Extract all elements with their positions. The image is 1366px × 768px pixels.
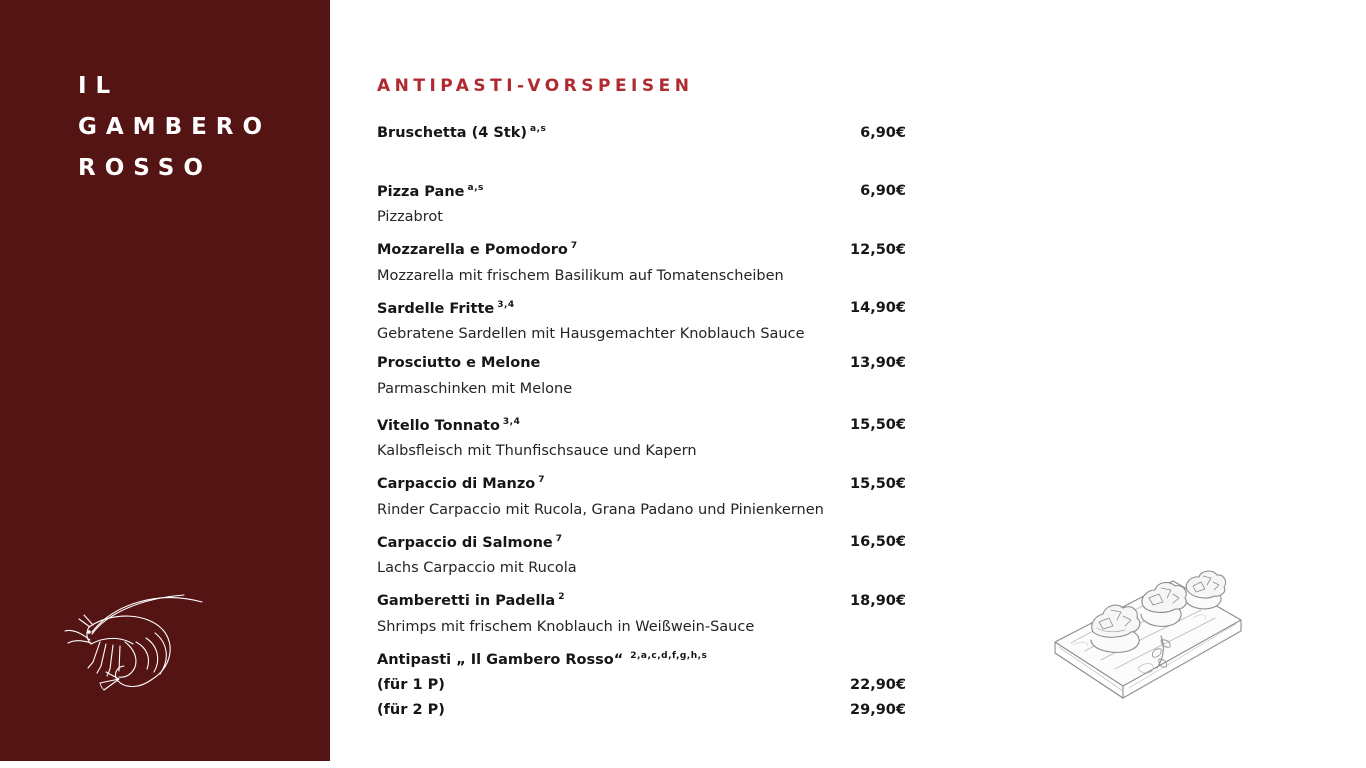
- menu-item: [377, 296, 906, 355]
- menu-item-description: Kalbsfleisch mit Thunfischsauce und Kapern: [377, 443, 697, 460]
- allergen-superscript: 7: [538, 475, 546, 485]
- menu-page: [377, 0, 906, 768]
- menu-item-name: Sardelle Fritte $^{3,4}$: [377, 299, 515, 317]
- menu-item: [377, 588, 906, 647]
- menu-item: [377, 413, 906, 472]
- menu-item-name: Bruschetta (4 Stk) $^{a,s}$: [377, 124, 547, 141]
- menu-item-name: Pizza Pane $^{a,s}$: [377, 182, 484, 200]
- section-heading: ANTIPASTI-VORSPEISEN: [377, 76, 694, 97]
- menu-item-price: 13,90€: [850, 355, 906, 371]
- menu-item-description: Mozzarella mit frischem Basilikum auf Tomatenscheiben: [377, 267, 784, 284]
- brand-title: [78, 66, 271, 189]
- allergen-superscript: 3,4: [502, 416, 521, 427]
- bruschetta-board-illustration: [1043, 548, 1253, 703]
- sidebar: [0, 0, 330, 761]
- menu-item: [377, 354, 906, 413]
- menu-item-price: 12,50€: [850, 241, 906, 258]
- platter-option-label: (für 1 P): [377, 676, 445, 693]
- menu-item-price: 14,90€: [850, 300, 906, 317]
- menu-item-price: 15,50€: [850, 417, 906, 434]
- allergen-superscript: 3,4: [497, 299, 515, 310]
- menu-item-price: 18,90€: [850, 592, 906, 609]
- menu-item-name: Mozzarella e Pomodoro $^7$: [377, 241, 578, 258]
- menu-item-price: 16,50€: [850, 534, 906, 551]
- menu-item-description: Shrimps mit frischem Knoblauch in Weißwein-Sauce: [377, 618, 755, 635]
- menu-item-name: Antipasti „ Il Gambero Rosso“ $^{2,a,c,d,f,g,h,s}$: [377, 650, 708, 668]
- brand-line-1: IL: [78, 73, 120, 99]
- menu-item-name: Prosciutto e Melone: [377, 355, 541, 371]
- menu-item-price: 6,90€: [860, 183, 906, 200]
- platter-option: [377, 676, 906, 695]
- menu-item-name: Carpaccio di Salmone $^7$: [377, 533, 563, 551]
- menu-item-name: Vitello Tonnato $^{3,4}$: [377, 416, 521, 434]
- allergen-superscript: a,s: [467, 182, 484, 193]
- brand-line-2: GAMBERO: [78, 114, 272, 140]
- menu-item-description: Pizzabrot: [377, 209, 443, 226]
- menu-item: [377, 471, 906, 530]
- menu-item: [377, 179, 906, 238]
- allergen-superscript: 2: [558, 592, 565, 602]
- allergen-superscript: 2,a,c,d,f,g,h,s: [630, 650, 708, 661]
- brand-line-3: ROSSO: [78, 155, 212, 181]
- menu-item: [377, 530, 906, 589]
- shrimp-icon: [62, 582, 212, 702]
- platter-options: [377, 676, 906, 721]
- allergen-superscript: 7: [570, 241, 578, 251]
- menu-item-platter: [377, 647, 906, 719]
- menu-item-name: Carpaccio di Manzo $^7$: [377, 475, 546, 492]
- menu-item-description: Lachs Carpaccio mit Rucola: [377, 560, 577, 577]
- allergen-superscript: a,s: [530, 124, 547, 134]
- menu-item: [377, 237, 906, 296]
- menu-item-description: Gebratene Sardellen mit Hausgemachter Knoblauch Sauce: [377, 326, 805, 343]
- menu-item-price: 15,50€: [850, 475, 906, 492]
- menu-item-price: 6,90€: [860, 124, 906, 141]
- platter-option: [377, 701, 906, 720]
- menu-item: [377, 120, 906, 179]
- platter-option-price: 22,90€: [850, 676, 906, 693]
- menu-item-name: Gamberetti in Padella $^2$: [377, 592, 565, 609]
- menu-item-description: Parmaschinken mit Melone: [377, 381, 573, 397]
- platter-option-label: (für 2 P): [377, 702, 445, 719]
- menu-item-description: Rinder Carpaccio mit Rucola, Grana Padano und Pinienkernen: [377, 501, 824, 518]
- platter-option-price: 29,90€: [850, 702, 906, 719]
- menu-list: [377, 120, 906, 719]
- allergen-superscript: 7: [555, 533, 563, 544]
